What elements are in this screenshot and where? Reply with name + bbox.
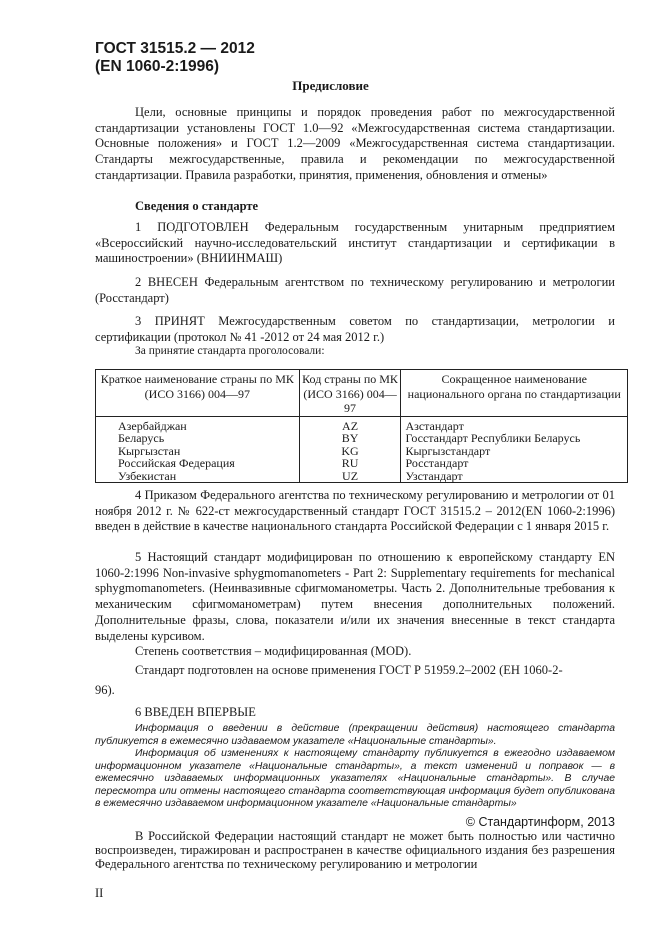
- table-row: [96, 457, 628, 470]
- item-2-paragraph: 2 ВНЕСЕН Федеральным агентством по техническому регулированию и метрологии (Росстандарт): [95, 275, 615, 305]
- country-cell: Азербайджан: [96, 416, 300, 432]
- country-cell: Российская Федерация: [96, 457, 300, 470]
- table-header-country: Краткое наименование страны по МК (ИСО 3166) 004—97: [96, 370, 300, 417]
- conformity-degree: Степень соответствия – модифицированная (MOD).: [135, 644, 412, 658]
- table-header-code: Код страны по МК (ИСО 3166) 004—97: [299, 370, 401, 417]
- copyright-line: © Стандартинформ, 2013: [465, 815, 615, 829]
- voted-label: За принятие стандарта проголосовали:: [135, 345, 325, 357]
- body-cell: Азстандарт: [401, 416, 628, 432]
- rights-paragraph: В Российской Федерации настоящий стандарт не может быть полностью или частично воспроизведен, тиражирован и распространен в качестве официального издания без разрешения Федерального агентства по техническому регулированию и метрологии: [95, 829, 615, 871]
- item-4-paragraph: 4 Приказом Федерального агентства по техническому регулированию и метрологии от 01 ноября 2012 г. № 622-ст межгосударственный стандарт ГОСТ 31515.2 – 2012(EN 1060-2:1996) введен в действие в качестве национального стандарта Российской Федерации с 1 января 2015 г.: [95, 488, 615, 534]
- info-heading: Сведения о стандарте: [135, 199, 259, 213]
- basis-paragraph: Стандарт подготовлен на основе применения ГОСТ Р 51959.2–2002 (ЕН 1060-2-: [135, 663, 563, 677]
- body-cell: Росстандарт: [401, 457, 628, 470]
- code-cell: BY: [299, 432, 401, 445]
- code-cell: RU: [299, 457, 401, 470]
- item-1-paragraph: 1 ПОДГОТОВЛЕН Федеральным государственным унитарным предприятием «Всероссийский научно-исследовательский институт стандартизации и сертификации в машиностроении» (ВНИИНМАШ): [95, 220, 615, 266]
- standard-en-number: (EN 1060-2:1996): [95, 58, 220, 75]
- body-cell: Узстандарт: [401, 470, 628, 483]
- item-5-paragraph: 5 Настоящий стандарт модифицирован по отношению к европейскому стандарту EN 1060-2:1996 Non-invasive sphygmomanometers - Part 2: Supplementary requirements for mechanical sphygmomanometers. (Неинвазивные сфигмоманометры. Часть 2. Дополнительные требования к механическим сфигмоманометрам) путем внесения дополнительных положений. Дополнительные фразы, слова, показатели и/или их значения внесенные в текст стандарта выделены курсивом.: [95, 550, 615, 643]
- intro-paragraph: Цели, основные принципы и порядок проведения работ по межгосударственной стандартизации установлены ГОСТ 1.0—92 «Межгосударственная система стандартизации. Основные положения» и ГОСТ 1.2—2009 «Межгосударственная система стандартизации. Стандарты межгосударственные, правила и рекомендации по межгосударственной стандартизации. Правила разработки, принятия, применения, обновления и отмены»: [95, 105, 615, 182]
- code-cell: KG: [299, 445, 401, 458]
- item-6-paragraph: 6 ВВЕДЕН ВПЕРВЫЕ: [135, 705, 256, 719]
- body-cell: Госстандарт Республики Беларусь: [401, 432, 628, 445]
- table-row: [96, 432, 628, 445]
- voting-table: [95, 369, 628, 483]
- table-header-body: Сокращенное наименование национального органа по стандартизации: [401, 370, 628, 417]
- page-title: Предисловие: [292, 78, 369, 93]
- country-cell: Кыргызстан: [96, 445, 300, 458]
- notice-introduction: Информация о введении в действие (прекращении действия) настоящего стандарта публикуется в ежемесячно издаваемом указателе «Национальные стандарты».: [95, 723, 615, 747]
- country-cell: Узбекистан: [96, 470, 300, 483]
- code-cell: UZ: [299, 470, 401, 483]
- standard-number: ГОСТ 31515.2 — 2012: [95, 40, 255, 57]
- country-cell: Беларусь: [96, 432, 300, 445]
- table-row: [96, 416, 628, 432]
- code-cell: AZ: [299, 416, 401, 432]
- notice-changes: Информация об изменениях к настоящему стандарту публикуется в ежегодно издаваемом информационном указателе «Национальные стандарты», а текст изменений и поправок — в ежемесячно издаваемых информационных указателях «Национальные стандарты». В случае пересмотра или отмены настоящего стандарта соответствующая информация будет опубликована в ежемесячно издаваемом информационном указателе «Национальные стандарты»: [95, 748, 615, 810]
- table-row: [96, 470, 628, 483]
- body-cell: Кыргызстандарт: [401, 445, 628, 458]
- basis-paragraph-tail: 96).: [95, 683, 115, 697]
- page-number: II: [95, 886, 104, 900]
- item-3-paragraph: 3 ПРИНЯТ Межгосударственным советом по стандартизации, метрологии и сертификации (протокол № 41 -2012 от 24 мая 2012 г.): [95, 314, 615, 344]
